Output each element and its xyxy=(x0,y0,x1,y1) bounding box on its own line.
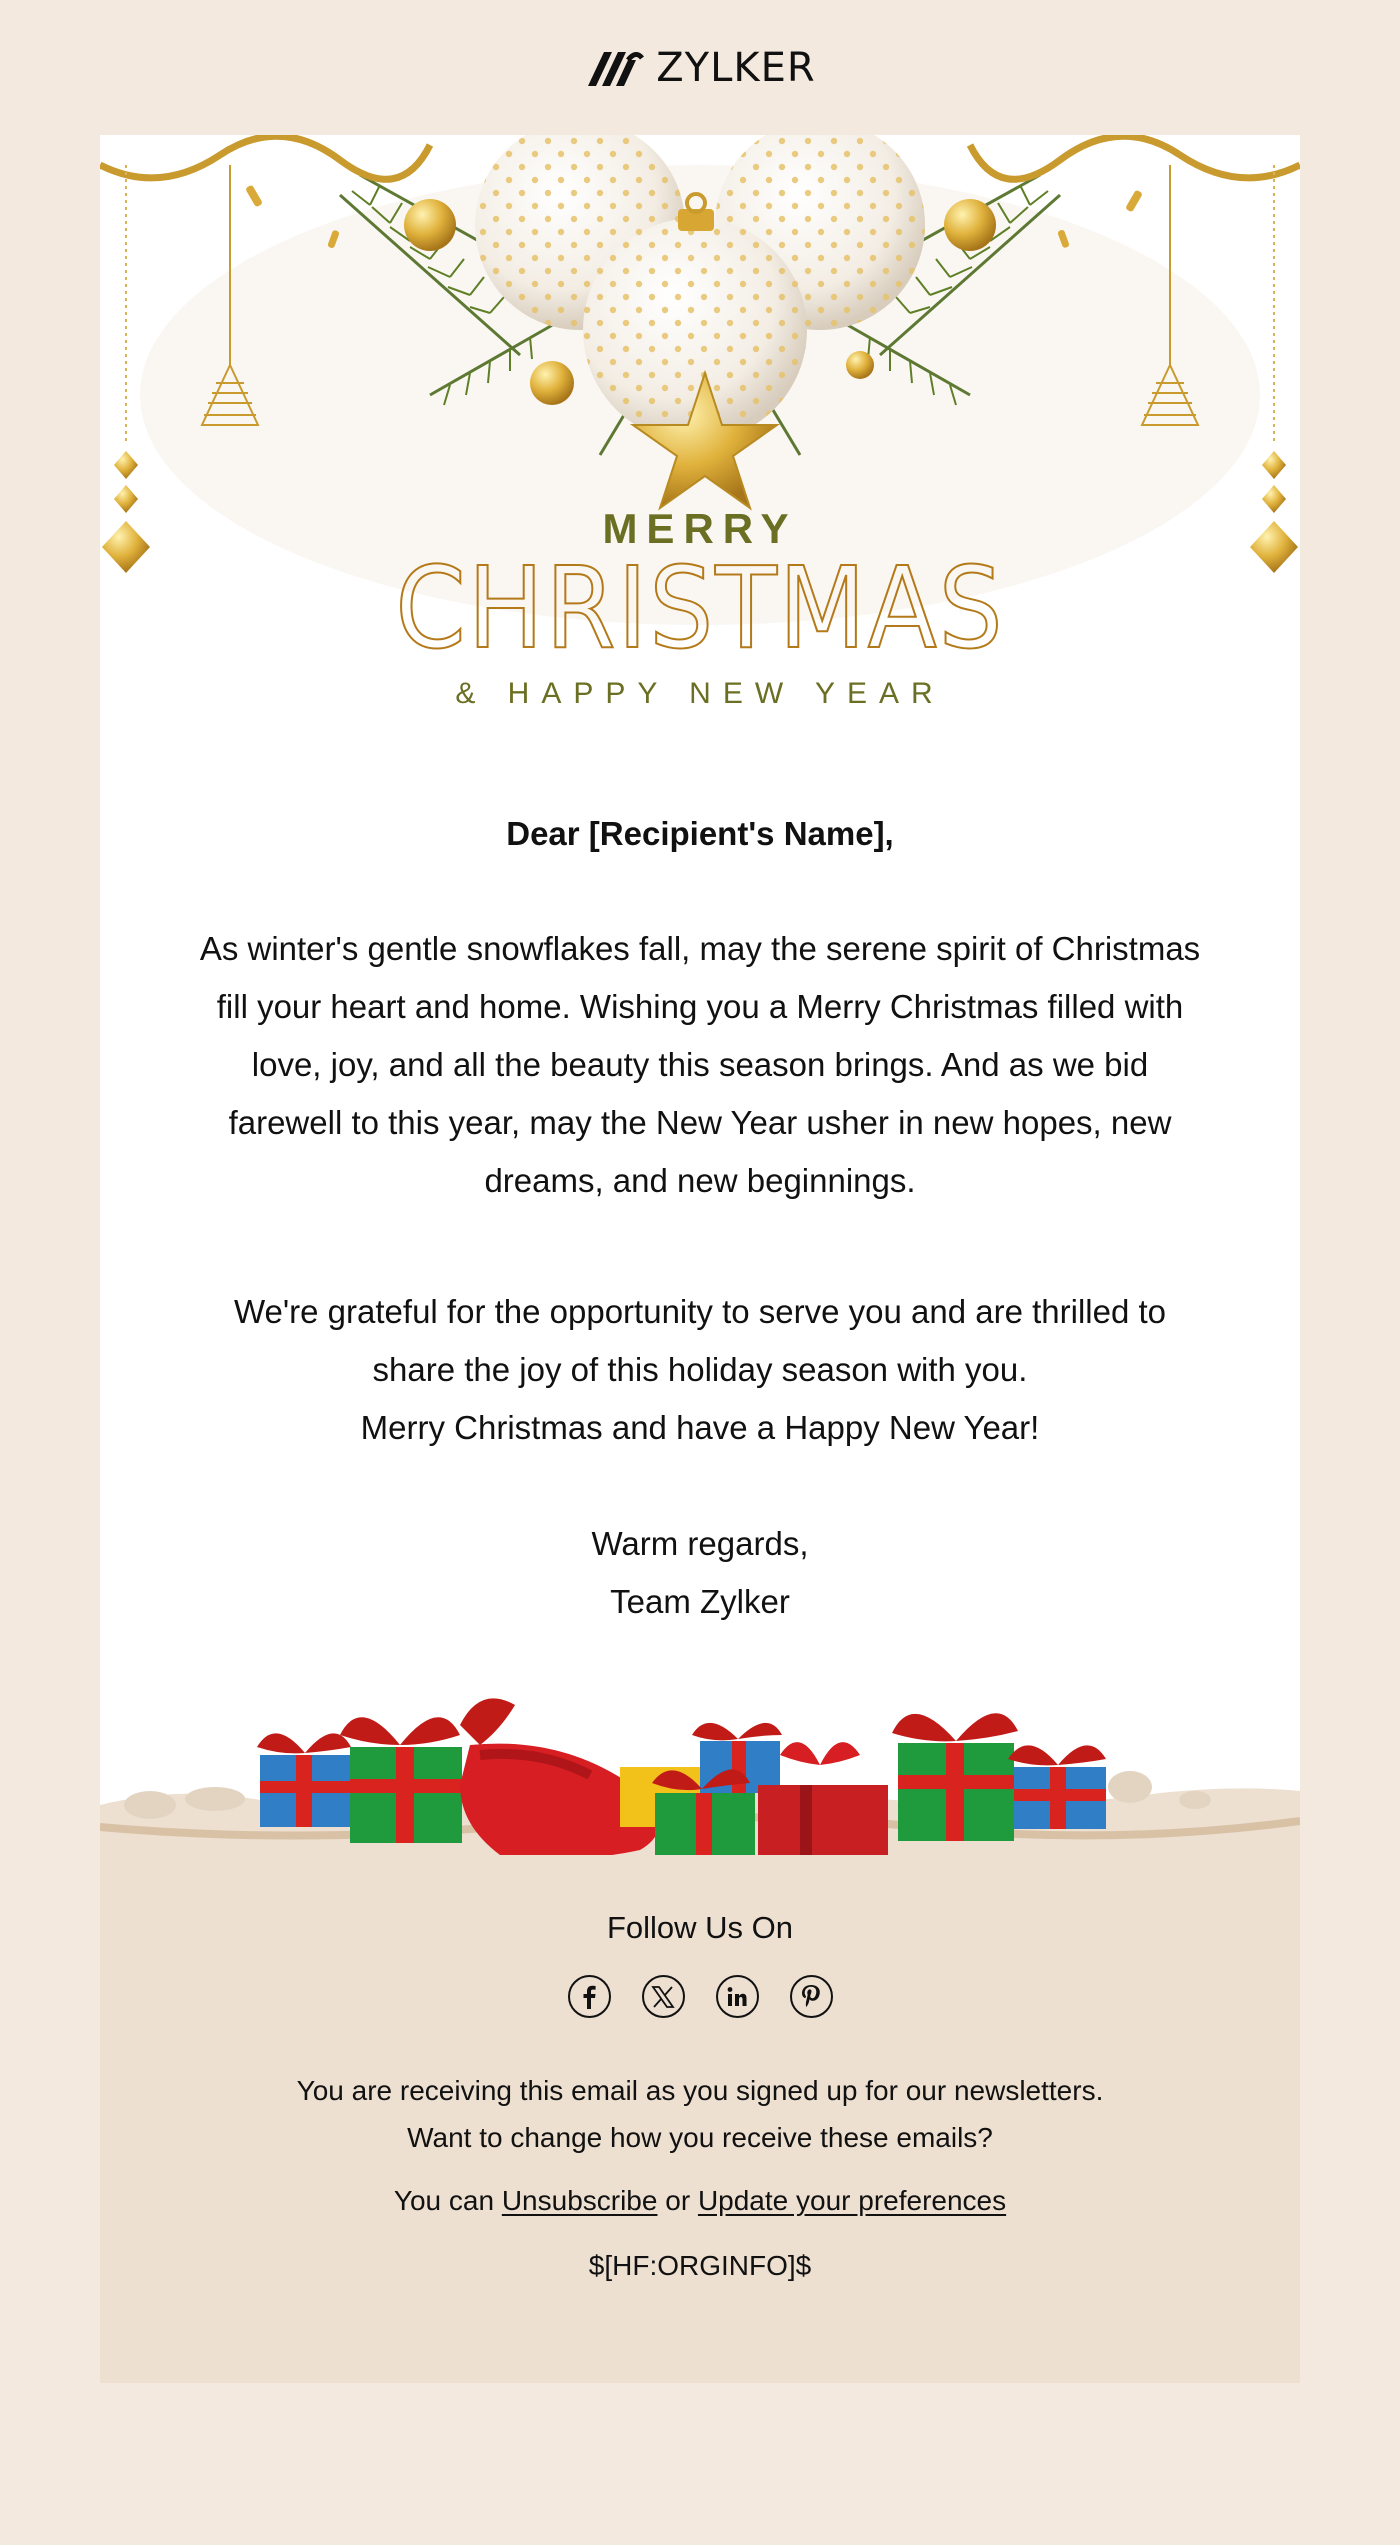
update-preferences-link[interactable]: Update your preferences xyxy=(697,2185,1007,2216)
subscription-notice: You are receiving this email as you signed up for our newsletters. xyxy=(296,2075,1104,2106)
prefix-text: You can xyxy=(393,2185,495,2216)
signature-name: Team Zylker xyxy=(610,1583,790,1620)
signature-block xyxy=(195,1515,1205,1631)
follow-us-label: Follow Us On xyxy=(606,1910,794,1945)
email-card xyxy=(100,135,1300,2383)
connector-text: or xyxy=(665,2185,691,2216)
hero-tagline: & HAPPY NEW YEAR xyxy=(455,677,945,710)
brand-header xyxy=(0,0,1400,135)
hero-merry-text: MERRY xyxy=(602,505,798,552)
zylker-logo-icon xyxy=(584,46,644,90)
social-links xyxy=(100,1975,1300,2018)
signoff: Warm regards, xyxy=(591,1525,809,1562)
change-preferences-prompt: Want to change how you receive these emails? xyxy=(407,2122,993,2153)
message-paragraph-2: We're grateful for the opportunity to serve you and are thrilled to share the joy of this holiday season with you. xyxy=(233,1293,1167,1388)
unsubscribe-link[interactable]: Unsubscribe xyxy=(501,2185,658,2216)
message-paragraph-1: As winter's gentle snowflakes fall, may the serene spirit of Christmas fill your heart and home. Wishing you a Merry Christmas filled with love, joy, and all the beauty this season brings. And as we bid farewell to this year, may the New Year usher in new hopes, new dreams, and new beginnings. xyxy=(199,930,1201,1199)
x-icon[interactable] xyxy=(642,1975,685,2018)
preferences-links xyxy=(100,2185,1300,2217)
greeting: Dear [Recipient's Name], xyxy=(506,815,894,852)
linkedin-icon[interactable] xyxy=(716,1975,759,2018)
brand-name: ZYLKER xyxy=(656,44,816,91)
message-paragraph-3: Merry Christmas and have a Happy New Year! xyxy=(360,1409,1040,1446)
hero-christmas-text xyxy=(100,544,1300,674)
facebook-icon[interactable] xyxy=(568,1975,611,2018)
email-footer xyxy=(100,1855,1300,2383)
gifts-illustration xyxy=(100,1675,1300,1855)
hero-banner xyxy=(100,135,1300,775)
hero-christmas-word: CHRISTMAS xyxy=(395,544,1005,674)
org-info: $[HF:ORGINFO]$ xyxy=(588,2250,812,2281)
pinterest-icon[interactable] xyxy=(790,1975,833,2018)
